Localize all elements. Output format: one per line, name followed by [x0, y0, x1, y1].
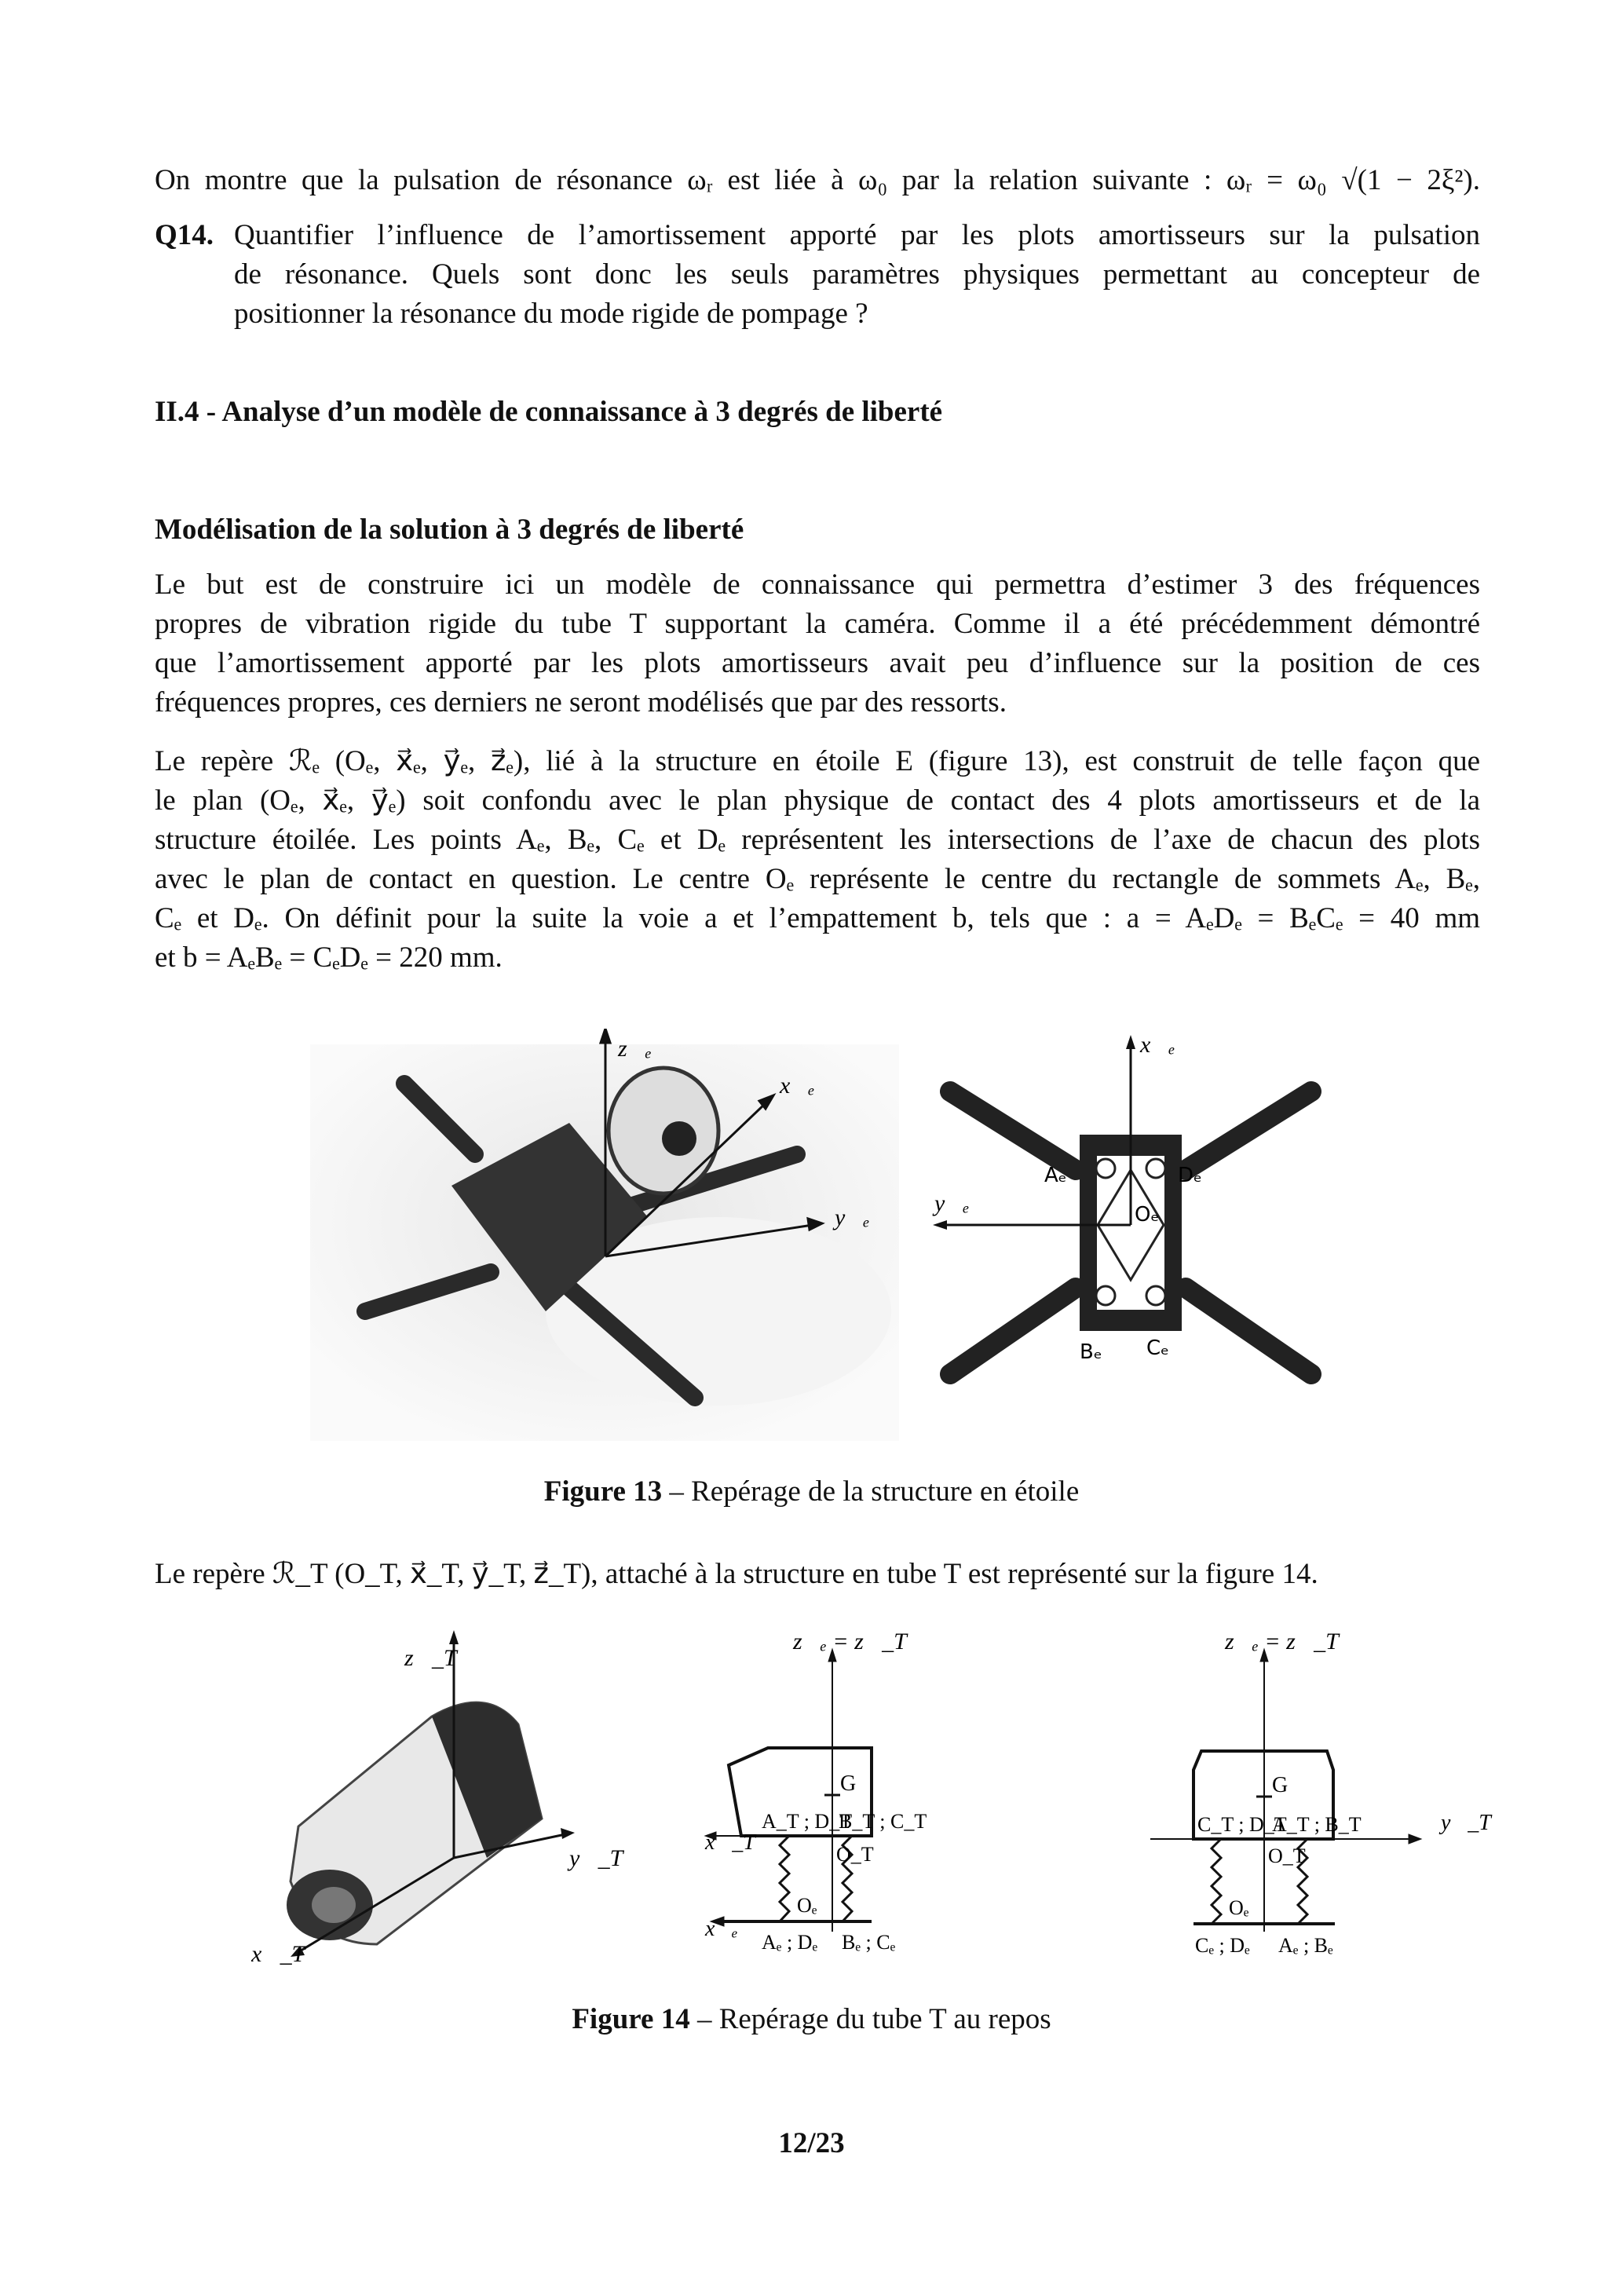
- A-label: Aₑ: [1044, 1164, 1067, 1187]
- paragraph-line: que l’amortissement apporté par les plots amortisseurs avait peu d’influence sur la position de ces: [155, 647, 1480, 679]
- y-label: y⃗_T: [569, 1845, 623, 1871]
- section-heading: II.4 - Analyse d’un modèle de connaissance à 3 degrés de liberté: [155, 396, 943, 428]
- bottom-left-label: Aₑ ; Dₑ: [762, 1931, 818, 1954]
- y-label: y⃗ₑ: [835, 1205, 870, 1230]
- top-right-label: A_T ; B_T: [1272, 1813, 1362, 1836]
- question-line: de résonance. Quels sont donc les seuls paramètres physiques permettant au concepteur de: [234, 258, 1480, 291]
- axis-label: z⃗ₑ = z⃗_T: [793, 1629, 907, 1654]
- star-frame-diagram: [919, 1029, 1343, 1406]
- side-view-diagram: [691, 1625, 1052, 1971]
- figure-13-caption: [0, 1475, 1623, 1508]
- G-label: G: [840, 1771, 857, 1796]
- paragraph-line: fréquences propres, ces derniers ne seront modélisés que par des ressorts.: [155, 686, 1007, 718]
- x-label: x⃗_T: [251, 1941, 305, 1967]
- paragraph-line: Le repère ℛ_T (O_T, x⃗_T, y⃗_T, z⃗_T), attaché à la structure en tube T est représenté sur la figure 14.: [155, 1558, 1318, 1590]
- paragraph-line: et b = AₑBₑ = CₑDₑ = 220 mm.: [155, 941, 503, 974]
- paragraph-line: avec le plan de contact en question. Le centre Oₑ représente le centre du rectangle de sommets Aₑ, Bₑ,: [155, 863, 1480, 895]
- bottom-right-label: Aₑ ; Bₑ: [1278, 1934, 1333, 1957]
- axis-label: z⃗ₑ = z⃗_T: [1225, 1629, 1339, 1654]
- z-label: z⃗_T: [404, 1645, 457, 1671]
- caption-label: Figure 14: [572, 2003, 690, 2035]
- paragraph-line: propres de vibration rigide du tube T supportant la caméra. Comme il a été précédemment démontré: [155, 608, 1480, 640]
- question-label: Q14.: [155, 219, 214, 251]
- paragraph-line: structure étoilée. Les points Aₑ, Bₑ, Cₑ et Dₑ représentent les intersections de l’axe de chacun des plots: [155, 824, 1480, 856]
- intro-line: On montre que la pulsation de résonance ωᵣ est liée à ω₀ par la relation suivante : ωᵣ = ω₀ √(1 − 2ξ²).: [155, 164, 1480, 196]
- question-line: Quantifier l’influence de l’amortissement apporté par les plots amortisseurs sur la pulsation: [234, 219, 1480, 251]
- front-view-diagram: [1146, 1625, 1508, 1971]
- D-label: Dₑ: [1178, 1164, 1202, 1187]
- OT-label: O_T: [1268, 1844, 1306, 1867]
- paragraph-line: le plan (Oₑ, x⃗ₑ, y⃗ₑ) soit confondu avec le plan physique de contact des 4 plots amortisseurs et de la: [155, 784, 1480, 817]
- bottom-left-label: Cₑ ; Dₑ: [1195, 1934, 1250, 1957]
- top-left-label: C_T ; D_T: [1197, 1813, 1287, 1836]
- drone-photo: [310, 1029, 899, 1441]
- top-right-label: B_T ; C_T: [839, 1810, 927, 1833]
- caption-text: – Repérage de la structure en étoile: [669, 1475, 1080, 1508]
- camera-tube-photo: [251, 1630, 628, 1968]
- OT-label: O_T: [836, 1843, 874, 1866]
- O-label: Oₑ: [1135, 1203, 1160, 1227]
- x-label: x⃗ₑ: [1140, 1032, 1175, 1058]
- figure-14-caption: [0, 2002, 1623, 2036]
- xT-label: x⃗_T: [705, 1830, 755, 1855]
- z-label: z⃗ₑ: [618, 1036, 652, 1062]
- xe-label: x⃗ₑ: [705, 1917, 738, 1941]
- caption-label: Figure 13: [543, 1475, 663, 1508]
- B-label: Bₑ: [1080, 1340, 1102, 1364]
- paragraph-line: Le but est de construire ici un modèle de connaissance qui permettra d’estimer 3 des fréquences: [155, 569, 1480, 601]
- G-label: G: [1272, 1773, 1289, 1797]
- Oe-label: Oₑ: [797, 1894, 817, 1917]
- page-number: 12/23: [778, 2127, 845, 2159]
- top-left-label: A_T ; D_T: [762, 1810, 853, 1833]
- C-label: Cₑ: [1146, 1336, 1169, 1360]
- yT-label: y⃗_T: [1441, 1811, 1491, 1835]
- caption-text: – Repérage du tube T au repos: [696, 2003, 1051, 2035]
- paragraph-line: Le repère ℛₑ (Oₑ, x⃗ₑ, y⃗ₑ, z⃗ₑ), lié à la structure en étoile E (figure 13), est construit de telle façon que: [155, 745, 1480, 777]
- paragraph-line: Cₑ et Dₑ. On définit pour la suite la voie a et l’empattement b, tels que : a = AₑDₑ = BₑCₑ = 40 mm: [155, 902, 1480, 934]
- y-label: y⃗ₑ: [934, 1190, 970, 1216]
- x-label: x⃗ₑ: [780, 1073, 815, 1099]
- question-line: positionner la résonance du mode rigide de pompage ?: [234, 298, 868, 330]
- subsection-heading: Modélisation de la solution à 3 degrés de liberté: [155, 514, 744, 546]
- bottom-right-label: Bₑ ; Cₑ: [842, 1931, 896, 1954]
- Oe-label: Oₑ: [1229, 1896, 1249, 1919]
